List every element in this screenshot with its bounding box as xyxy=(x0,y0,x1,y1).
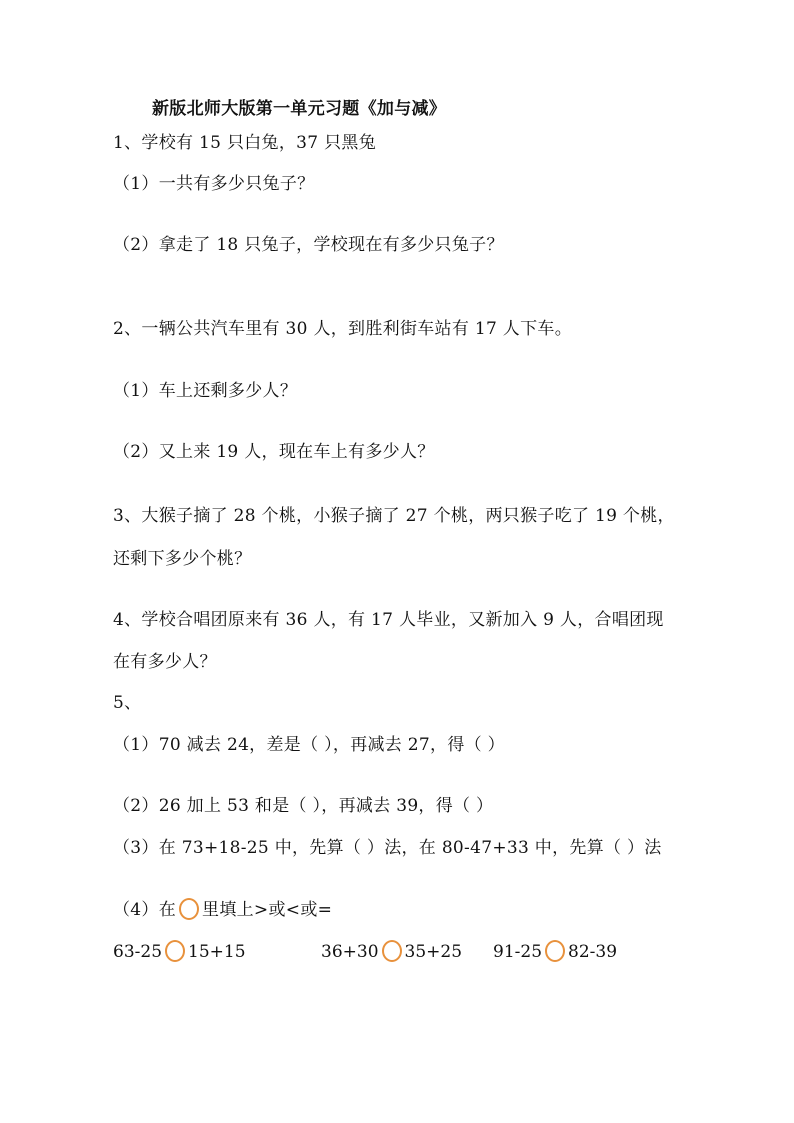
question-1-part-2: （2）拿走了 18 只兔子，学校现在有多少只兔子？ xyxy=(113,235,504,255)
comparison-item xyxy=(493,941,617,964)
question-5-part-4 xyxy=(113,899,332,922)
compare-circle-icon[interactable] xyxy=(165,940,185,962)
blank-circle-icon xyxy=(179,898,199,920)
comparison-left: 91-25 xyxy=(493,942,543,962)
question-3-line-1: 3、大猴子摘了 28 个桃，小猴子摘了 27 个桃，两只猴子吃了 19 个桃， xyxy=(113,506,675,526)
part-4-suffix: 里填上>或<或= xyxy=(202,900,333,920)
comparison-left: 63-25 xyxy=(113,942,163,962)
compare-circle-icon[interactable] xyxy=(545,940,565,962)
question-4-line-1: 4、学校合唱团原来有 36 人，有 17 人毕业，又新加入 9 人，合唱团现 xyxy=(113,610,664,630)
question-5-part-1: （1）70 减去 24，差是（ ），再减去 27，得（ ） xyxy=(113,735,505,755)
comparison-right: 15+15 xyxy=(188,942,246,962)
part-4-prefix: （4）在 xyxy=(113,900,177,920)
compare-circle-icon[interactable] xyxy=(382,940,402,962)
comparison-right: 35+25 xyxy=(404,942,463,962)
question-4-line-2: 在有多少人？ xyxy=(113,652,217,672)
question-5-part-2: （2）26 加上 53 和是（ ），再减去 39，得（ ） xyxy=(113,796,494,816)
worksheet-title: 新版北师大版第一单元习题《加与减》 xyxy=(152,99,447,119)
question-1-stem: 1、学校有 15 只白兔，37 只黑兔 xyxy=(113,133,376,153)
question-1-part-1: （1）一共有多少只兔子？ xyxy=(113,174,315,194)
question-5-stem: 5、 xyxy=(113,693,142,713)
question-5-part-3: （3）在 73+18-25 中，先算（ ）法，在 80-47+33 中，先算（ ）法 xyxy=(113,838,662,858)
question-2-part-2: （2）又上来 19 人，现在车上有多少人？ xyxy=(113,442,435,462)
comparison-right: 82-39 xyxy=(568,942,618,962)
comparison-item xyxy=(321,941,462,964)
question-2-stem: 2、一辆公共汽车里有 30 人，到胜利街车站有 17 人下车。 xyxy=(113,319,572,339)
comparison-item xyxy=(113,941,246,964)
question-2-part-1: （1）车上还剩多少人？ xyxy=(113,381,298,401)
question-3-line-2: 还剩下多少个桃？ xyxy=(113,549,252,569)
comparison-left: 36+30 xyxy=(321,942,379,962)
